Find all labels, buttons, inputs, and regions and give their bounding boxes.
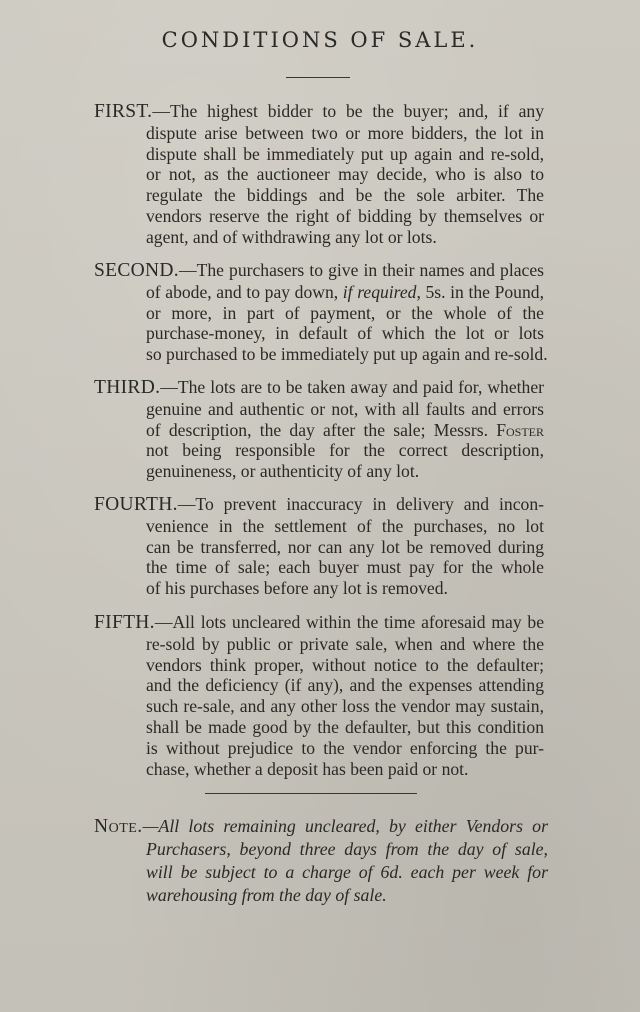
condition-third [94, 377, 544, 482]
condition-line: venience in the settlement of the purchases, no lot [146, 515, 544, 536]
condition-line: —The lots are to be taken away and paid for, whether [160, 377, 544, 397]
condition-fifth [94, 612, 544, 779]
condition-line: of abode, and to pay down, if required, 5s. in the Pound, [146, 281, 544, 302]
condition-line: regulate the biddings and be the sole arbiter. The [146, 185, 544, 206]
condition-line: —All lots uncleared within the time aforesaid may be [154, 612, 544, 632]
condition-fourth [94, 494, 544, 599]
condition-line: of his purchases before any lot is removed. [146, 578, 448, 599]
condition-label: FIFTH. [94, 612, 155, 633]
condition-second [94, 260, 548, 365]
condition-line: vendors reserve the right of bidding by themselves or [146, 205, 544, 226]
note-line: Purchasers, beyond three days from the day of sale, [146, 839, 548, 859]
condition-line: can be transferred, nor can any lot be removed during [146, 536, 544, 557]
condition-label: SECOND. [94, 260, 179, 281]
condition-line: or more, in part of payment, or the whole of the [146, 302, 544, 323]
condition-line: dispute arise between two or more bidders, the lot in [146, 122, 544, 143]
condition-line: the time of sale; each buyer must pay for the whole [146, 557, 544, 578]
condition-line: re-sold by public or private sale, when and where the [146, 633, 544, 654]
condition-line: purchase-money, in default of which the lot or lots [146, 323, 544, 344]
condition-label: THIRD. [94, 377, 161, 398]
condition-line: genuine and authentic or not, with all faults and errors [146, 398, 544, 419]
condition-line: or not, as the auctioneer may decide, who is also to [146, 164, 544, 185]
note-line: warehousing from the day of sale. [146, 885, 387, 905]
condition-line: vendors think proper, without notice to the defaulter; [146, 654, 544, 675]
emphasis-if-required: if required [342, 281, 417, 302]
condition-line: —To prevent inaccuracy in delivery and incon- [177, 494, 544, 514]
condition-line: —The purchasers to give in their names and places [179, 260, 544, 280]
note-line: —All lots remaining uncleared, by either Vendors or [142, 816, 548, 836]
condition-line: shall be made good by the defaulter, but this condition [146, 716, 544, 737]
condition-line: and the deficiency (if any), and the expenses attending [146, 675, 544, 696]
condition-first [94, 101, 544, 248]
condition-line: is without prejudice to the vendor enforcing the pur- [146, 737, 544, 758]
condition-line: so purchased to be immediately put up again and re-sold. [146, 344, 548, 365]
condition-line: not being responsible for the correct description, [146, 440, 544, 461]
page-title: CONDITIONS OF SALE. [161, 28, 479, 52]
firm-name: Foster [496, 419, 544, 440]
note-section [94, 815, 548, 907]
condition-line: genuineness, or authenticity of any lot. [146, 461, 420, 482]
note-label: Note. [94, 816, 143, 837]
condition-line: —The highest bidder to be the buyer; and, if any [152, 101, 544, 121]
condition-line: such re-sale, and any other loss the vendor may sustain, [146, 696, 544, 717]
condition-label: FIRST. [94, 101, 153, 122]
condition-label: FOURTH. [94, 494, 178, 515]
condition-line: chase, whether a deposit has been paid or not. [146, 758, 469, 779]
note-divider [205, 793, 417, 794]
note-line: will be subject to a charge of 6d. each per week for [146, 862, 548, 882]
condition-line: of description, the day after the sale; Messrs. Foster [146, 419, 544, 440]
condition-line: agent, and of withdrawing any lot or lots. [146, 226, 437, 247]
title-divider [286, 77, 350, 78]
condition-line: dispute shall be immediately put up again and re-sold, [146, 143, 544, 164]
